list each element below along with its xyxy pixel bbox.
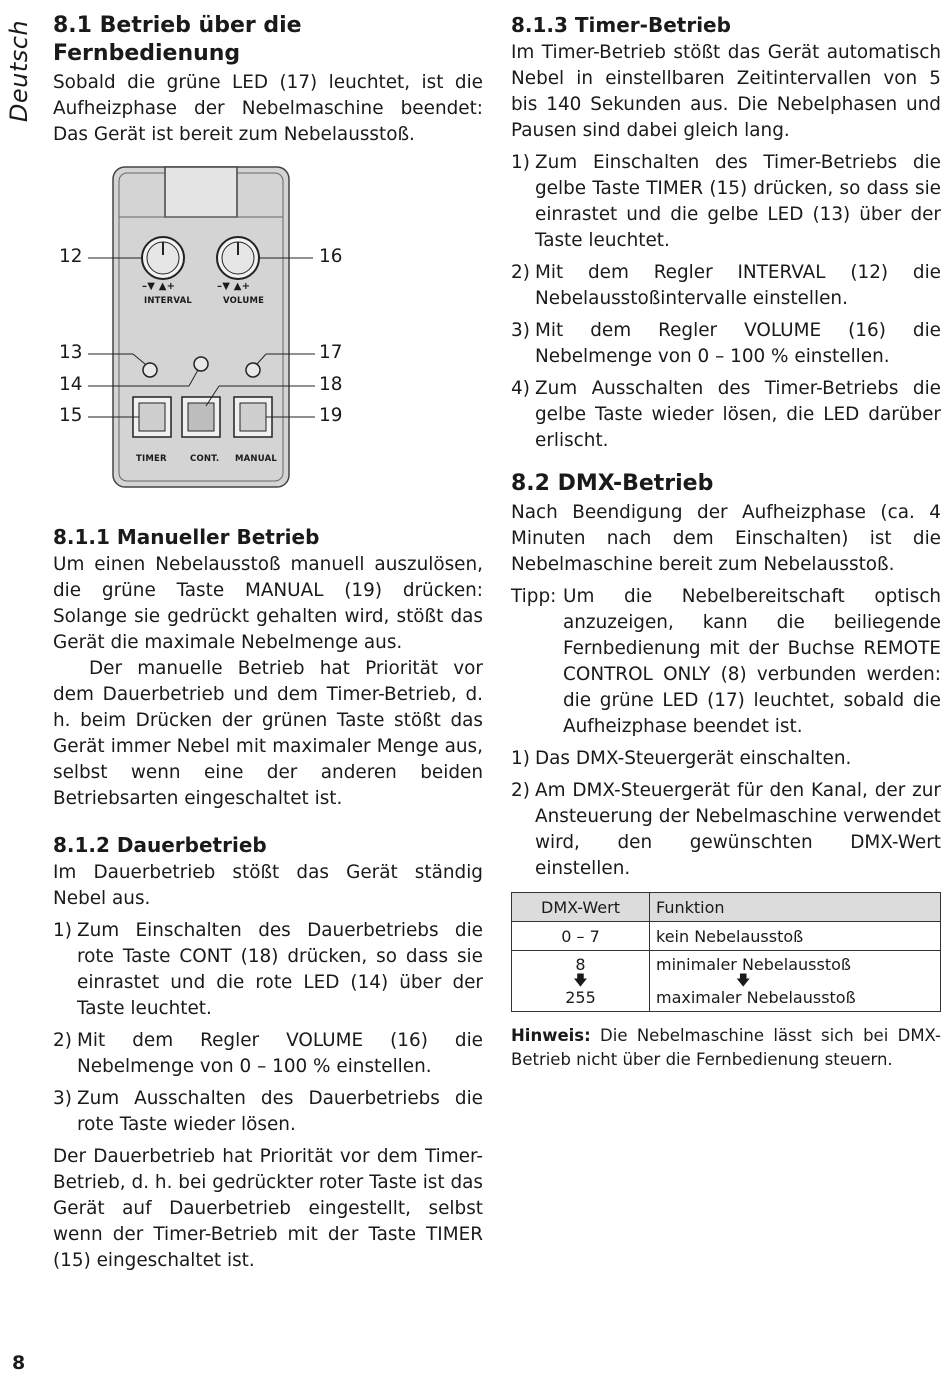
callout-19: 19	[319, 405, 343, 426]
right-column	[511, 12, 941, 1072]
interval-scale: –▼ ▲+	[142, 281, 176, 292]
callout-17: 17	[319, 342, 343, 363]
section-8-1-2-outro: Der Dauerbetrieb hat Priorität vor dem Timer-Betrieb, d. h. bei gedrückter roter Taste ist das Gerät auf Dauerbetrieb eingestellt, selbst wenn der Timer-Betrieb mit der Taste TIMER (15) eingeschaltet ist.	[53, 1146, 483, 1271]
tip-text: Um die Nebelbereitschaft optisch anzuzeigen, kann die beiliegende Fernbedienung mit der Buchse REMOTE CONTROL ONLY (8) verbunden werden: die grüne LED (17) leuchtet, sobald die Aufheizphase beendet ist.	[563, 586, 941, 737]
cell-value-range: 8 🡇 255	[512, 951, 650, 1012]
list-item: 3) Mit dem Regler VOLUME (16) die Nebelmenge von 0 – 100 % einstellen.	[511, 320, 941, 367]
table-row	[512, 922, 941, 951]
interval-label: INTERVAL	[144, 296, 193, 306]
remote-control-drawing	[53, 162, 483, 492]
timer-label: TIMER	[136, 454, 167, 464]
section-8-2-intro: Nach Beendigung der Aufheizphase (ca. 4 Minuten nach dem Einschalten) ist die Nebelmaschine bereit zum Nebelausstoß.	[511, 502, 941, 575]
callout-18: 18	[319, 374, 343, 395]
header-function: Funktion	[650, 893, 941, 922]
cell-function-range: minimaler Nebelausstoß 🡇 maximaler Nebelausstoß	[650, 951, 941, 1012]
table-header-row	[512, 893, 941, 922]
list-item: 1) Zum Einschalten des Timer-Betriebs die gelbe Taste TIMER (15) drücken, so dass sie einrastet und die gelbe LED (13) über der Taste leuchtet.	[511, 152, 941, 251]
arrow-down-icon: 🡇	[736, 973, 751, 989]
section-8-1-2-intro: Im Dauerbetrieb stößt das Gerät ständig Nebel aus.	[53, 862, 483, 909]
tip-block	[511, 584, 941, 740]
section-8-1-text: Sobald die grüne LED (17) leuchtet, ist die Aufheizphase der Nebelmaschine beendet: Das Gerät ist bereit zum Nebelausstoß.	[53, 72, 483, 145]
left-column	[53, 12, 483, 1274]
section-8-1-3-steps	[511, 150, 941, 454]
tip-label: Tipp:	[511, 586, 557, 607]
list-item: 2) Am DMX-Steuergerät für den Kanal, der zur Ansteuerung der Nebelmaschine verwendet wird, den gewünschten DMX-Wert einstellen.	[511, 780, 941, 879]
hint-note	[511, 1024, 941, 1072]
header-dmx-value: DMX-Wert	[512, 893, 650, 922]
cell-value: 0 – 7	[512, 922, 650, 951]
list-item: 2) Mit dem Regler INTERVAL (12) die Nebelausstoßintervalle einstellen.	[511, 262, 941, 309]
cell-function: kein Nebelausstoß	[650, 922, 941, 951]
hint-text: Die Nebelmaschine lässt sich bei DMX-Betrieb nicht über die Fernbedienung steuern.	[511, 1026, 941, 1069]
section-8-1-heading: 8.1 Betrieb über die Fernbedienung	[53, 13, 302, 66]
section-8-1-3-heading: 8.1.3 Timer-Betrieb	[511, 13, 731, 37]
table-row	[512, 951, 941, 1012]
arrow-down-icon: 🡇	[573, 973, 588, 989]
section-8-1-1-heading: 8.1.1 Manueller Betrieb	[53, 525, 320, 549]
list-item: 3) Zum Ausschalten des Dauerbetriebs die rote Taste wieder lösen.	[53, 1088, 483, 1135]
section-8-1-2-heading: 8.1.2 Dauerbetrieb	[53, 833, 267, 857]
callout-16: 16	[319, 246, 343, 267]
section-8-1-2-steps	[53, 918, 483, 1138]
section-8-2-heading: 8.2 DMX-Betrieb	[511, 471, 714, 496]
section-8-2-steps	[511, 746, 941, 882]
callout-12: 12	[59, 246, 83, 267]
hint-label: Hinweis:	[511, 1026, 591, 1045]
volume-label: VOLUME	[223, 296, 265, 306]
callout-14: 14	[59, 374, 83, 395]
language-tab: Deutsch	[5, 19, 33, 122]
callout-13: 13	[59, 342, 83, 363]
volume-scale: –▼ ▲+	[217, 281, 251, 292]
list-item: 1) Das DMX-Steuergerät einschalten.	[511, 748, 852, 769]
list-item: 2) Mit dem Regler VOLUME (16) die Nebelmenge von 0 – 100 % einstellen.	[53, 1030, 483, 1077]
list-item: 4) Zum Ausschalten des Timer-Betriebs die gelbe Taste wieder lösen, die LED darüber erlischt.	[511, 378, 941, 451]
remote-control-figure	[53, 162, 483, 492]
section-8-1-3-intro: Im Timer-Betrieb stößt das Gerät automatisch Nebel in einstellbaren Zeitintervallen von 5 bis 140 Sekunden aus. Die Nebelphasen und Pausen sind dabei gleich lang.	[511, 42, 941, 141]
page-number: 8	[12, 1352, 26, 1374]
cont-label: CONT.	[190, 454, 220, 464]
section-8-1-1-p1: Um einen Nebelausstoß manuell auszulösen, die grüne Taste MANUAL (19) drücken: Solange sie gedrückt gehalten wird, stößt das Gerät die maximale Nebelmenge aus.	[53, 554, 483, 653]
section-8-1-1-p2: Der manuelle Betrieb hat Priorität vor dem Dauerbetrieb und dem Timer-Betrieb, d. h. beim Drücken der grünen Taste stößt das Gerät immer Nebel mit maximaler Menge aus, selbst wenn eine der anderen beiden Betriebsarten eingeschaltet ist.	[53, 658, 483, 809]
dmx-table	[511, 892, 941, 1012]
callout-15: 15	[59, 405, 83, 426]
list-item: 1) Zum Einschalten des Dauerbetriebs die rote Taste CONT (18) drücken, so dass sie einrastet und die rote LED (14) über der Taste leuchtet.	[53, 920, 483, 1019]
manual-label: MANUAL	[235, 454, 277, 464]
